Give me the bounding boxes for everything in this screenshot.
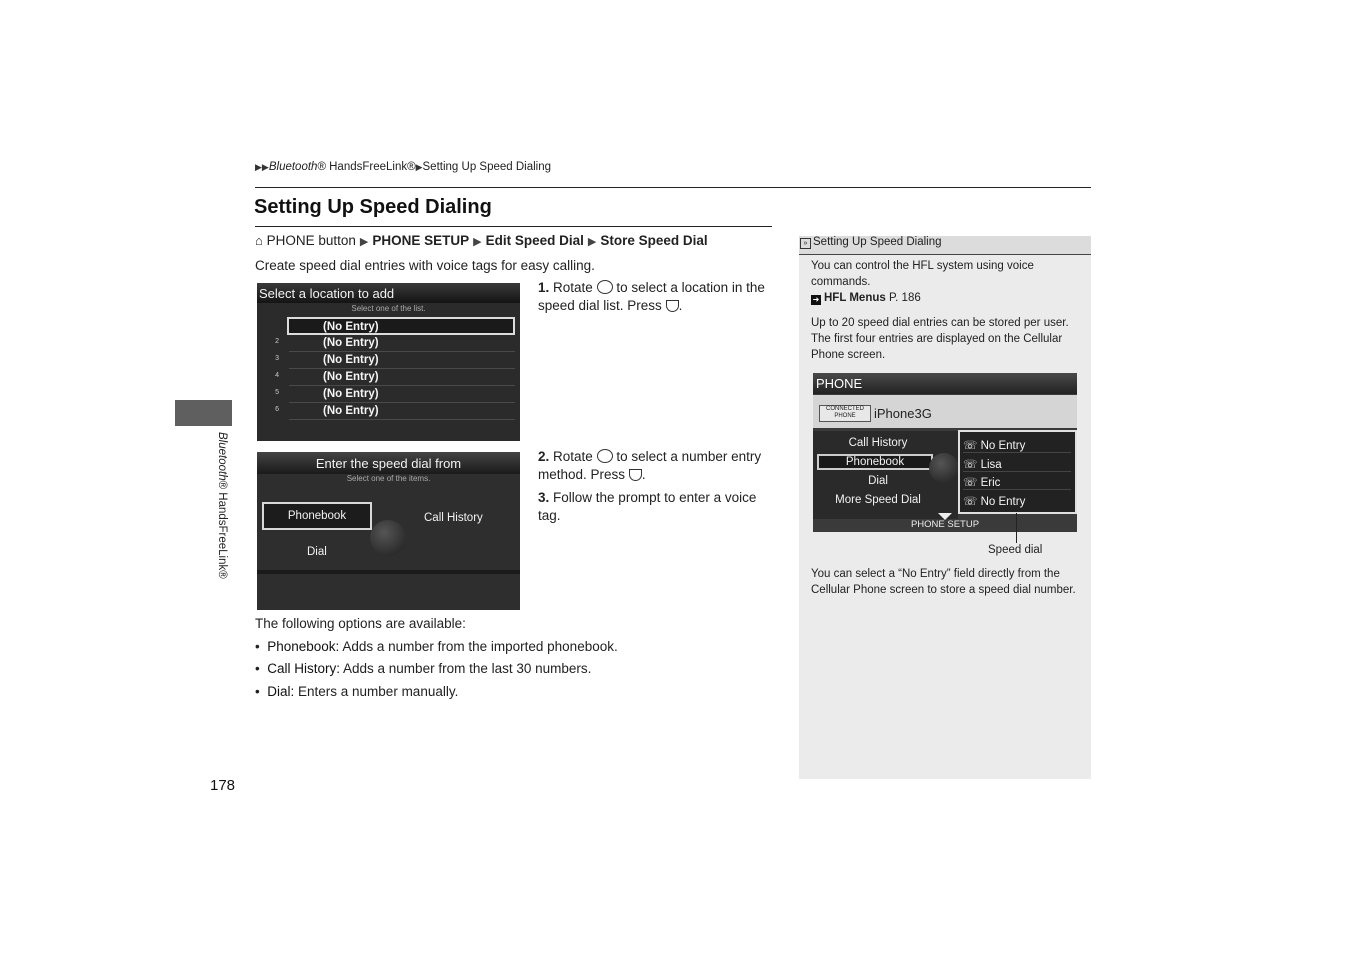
path-step-edit-speed-dial: Edit Speed Dial [485,233,584,248]
notes-heading: Setting Up Speed Dialing [813,236,942,248]
note-voice-commands: You can control the HFL system using voice commands. [811,260,1034,288]
phone-icon: ☏ [963,496,978,508]
press-knob-icon [629,469,642,481]
menu-path: ⌂ PHONE button ▶ PHONE SETUP ▶ Edit Speed Dial ▶ Store Speed Dial [255,233,708,248]
breadcrumb: ▶▶Bluetooth® HandsFreeLink®▶Setting Up Speed Dialing [255,161,552,173]
screen2-bottom-bar [257,570,520,574]
speed-dial-entry[interactable]: ☏ Eric [963,475,1071,490]
device-name: iPhone3G [874,406,932,421]
step-3: 3. Follow the prompt to enter a voice tag. [538,490,757,523]
option-dial: • Dial: Enters a number manually. [255,684,459,699]
press-knob-icon [666,300,679,312]
speed-dial-list [275,317,515,420]
rotate-knob-icon [597,280,613,294]
step-1: 1. Rotate to select a location in the speed dial list. Press . [538,280,765,313]
header-rule [255,187,1091,188]
speed-dial-entry[interactable]: ☏ No Entry [963,438,1071,453]
page-title: Setting Up Speed Dialing [254,196,492,218]
step-2: 2. Rotate to select a number entry method. Press . [538,449,762,482]
screen1-subtitle: Select one of the list. [351,304,426,313]
option-call-history: • Call History: Adds a number from the last 30 numbers. [255,661,592,676]
speed-dial-callout: Speed dial [988,544,1043,556]
breadcrumb-bluetooth: Bluetooth [268,161,318,173]
list-item[interactable]: 4 (No Entry) [289,369,515,386]
list-item[interactable]: (No Entry) [287,317,515,335]
list-item[interactable]: 5 (No Entry) [289,386,515,403]
path-step-store-speed-dial: Store Speed Dial [600,233,708,248]
list-item[interactable]: 2 (No Entry) [289,335,515,352]
path-start: PHONE button [266,233,356,248]
menu-call-history[interactable]: Call History [848,437,908,449]
title-rule [255,226,772,227]
menu-phonebook[interactable]: Phonebook [817,454,933,470]
menu-more-speed-dial[interactable]: More Speed Dial [835,494,921,506]
intro-text: Create speed dial entries with voice tags for easy calling. [255,258,595,273]
breadcrumb-hfl: ® HandsFreeLink® [317,161,416,173]
speed-dial-source-screen [257,452,520,610]
phone-setup-label[interactable]: PHONE SETUP [910,519,980,530]
phone-icon: ☏ [963,459,978,471]
connected-phone-bar [813,395,1077,428]
menu-dial[interactable]: Dial [868,475,888,487]
speed-dial-entry[interactable]: ☏ Lisa [963,457,1071,472]
option-phonebook: • Phonebook: Adds a number from the imported phonebook. [255,639,618,654]
options-intro: The following options are available: [255,616,466,631]
screen1-title: Select a location to add [259,286,395,301]
speed-dial-entry[interactable]: ☏ No Entry [963,496,1026,508]
page-number: 178 [210,777,236,794]
note-xref[interactable]: ➜ HFL Menus P. 186 [812,292,921,304]
dial-button[interactable]: Dial [307,546,327,558]
cross-reference-icon: ➜ [812,295,820,304]
rotate-knob-icon [597,449,613,463]
screen2-subtitle: Select one of the items. [346,474,431,483]
phone-icon: ☏ [963,477,978,489]
list-item[interactable]: 3 (No Entry) [289,352,515,369]
phone-icon: ☏ [963,440,978,452]
phonebook-button[interactable]: Phonebook [262,502,372,530]
chapter-tab [175,400,232,426]
breadcrumb-current: Setting Up Speed Dialing [422,161,552,173]
note-no-entry: You can select a “No Entry” field directly from the Cellular Phone screen to store a speed dial number. [811,568,1076,596]
speed-dial-box [958,430,1077,514]
list-item[interactable]: 6 (No Entry) [289,403,515,420]
connected-phone-badge: CONNECTED PHONE [819,405,871,422]
screen3-title: PHONE [816,376,863,391]
callout-line [1016,513,1017,543]
selector-knob-icon [370,520,406,556]
call-history-button[interactable]: Call History [424,512,483,524]
home-icon: ⌂ [255,233,263,248]
path-step-phone-setup: PHONE SETUP [372,233,470,248]
selector-knob-icon [929,453,959,483]
speed-dial-location-screen [257,283,520,441]
screen2-title: Enter the speed dial from [315,456,462,471]
chapter-label: Bluetooth® HandsFreeLink® [216,432,228,579]
cellular-phone-screen [813,373,1077,532]
note-entries: Up to 20 speed dial entries can be stored per user. The first four entries are displayed on the Cellular Phone screen. [811,317,1069,361]
note-icon: » [800,238,811,249]
